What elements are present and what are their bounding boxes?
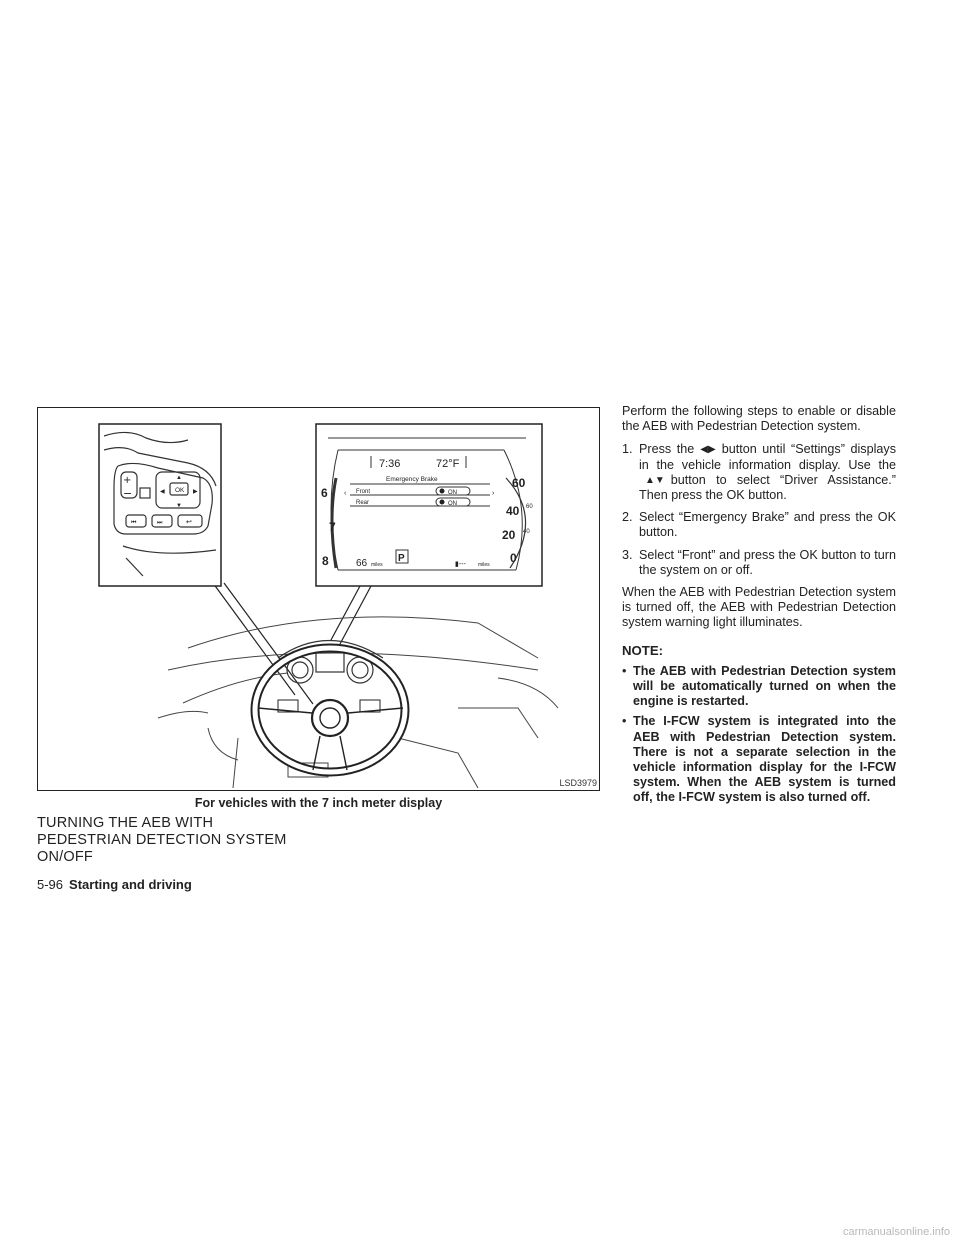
meter-clock: 7:36: [379, 458, 401, 470]
step-text: Select “Emergency Brake” and press the OK button.: [639, 510, 896, 540]
speed-small-40: 40: [523, 529, 530, 535]
step-1: [622, 442, 896, 503]
dashboard-illustration: [38, 408, 601, 792]
step-text: Select “Front” and press the OK button to turn the system on or off.: [639, 547, 896, 577]
svg-text:▮---: ▮---: [455, 561, 466, 568]
step-number: 1.: [622, 442, 633, 457]
svg-text:↩: ↩: [186, 519, 192, 526]
after-paragraph: When the AEB with Pedestrian Detection system is turned off, the AEB with Pedestrian Detection system warning light illuminates.: [622, 585, 896, 630]
speed-40: 40: [506, 504, 520, 518]
step-text: button to select “Driver Assistance.” Then press the OK button.: [639, 472, 896, 503]
svg-text:⏭: ⏭: [157, 520, 163, 526]
speed-20: 20: [502, 528, 516, 542]
section-title-line: PEDESTRIAN DETECTION SYSTEM: [37, 832, 287, 848]
meter-temp: 72°F: [436, 458, 460, 470]
step-text: Press the: [639, 442, 695, 457]
up-down-arrows-icon: ▲▼: [645, 474, 665, 486]
tach-7: 7: [329, 520, 336, 534]
note-bullet: [622, 714, 896, 805]
figure-id: LSD3979: [559, 778, 597, 788]
svg-text:▲: ▲: [176, 475, 182, 481]
page-footer: [37, 877, 192, 892]
svg-text:▼: ▼: [176, 503, 182, 509]
meter-display-inset: [316, 424, 542, 586]
meter-row1-label: Front: [356, 489, 371, 495]
figure-caption: For vehicles with the 7 inch meter display: [194, 796, 443, 810]
bullet-dot: •: [622, 663, 627, 678]
speed-small-60: 60: [526, 504, 533, 510]
meter-menu-title: Emergency Brake: [386, 476, 438, 483]
page-number: 5-96: [37, 877, 64, 892]
step-3: [622, 548, 896, 578]
left-right-arrows-icon: ◀▶: [700, 444, 716, 456]
svg-text:‹: ‹: [344, 490, 347, 497]
steering-wheel: [255, 648, 405, 772]
watermark: carmanualsonline.info: [842, 1226, 950, 1238]
svg-text:›: ›: [492, 490, 495, 497]
ok-label: OK: [175, 487, 185, 494]
step-2: [622, 510, 896, 540]
meter-gear: P: [398, 553, 405, 564]
section-title-line: TURNING THE AEB WITH: [37, 815, 214, 831]
step-number: 3.: [622, 547, 633, 562]
body-column: [622, 404, 896, 811]
steering-switch-inset: [99, 424, 221, 586]
speed-60: 60: [512, 476, 526, 490]
intro-paragraph: Perform the following steps to enable or disable the AEB with Pedestrian Detection system.: [622, 404, 896, 434]
step-text: button until “Settings” displays in the vehicle information display. Use the: [639, 442, 896, 472]
tach-6: 6: [321, 486, 328, 500]
bullet-text: The AEB with Pedestrian Detection system will be automatically turned on when the engine is restarted.: [633, 663, 896, 709]
dashboard-scene: [158, 617, 558, 788]
section-title: [37, 815, 337, 866]
chapter-title: Starting and driving: [69, 877, 192, 892]
svg-text:▶: ▶: [193, 489, 198, 495]
svg-text:◀: ◀: [160, 489, 165, 495]
svg-text:+: +: [123, 475, 132, 486]
step-number: 2.: [622, 510, 633, 525]
note-bullet: [622, 664, 896, 710]
speed-0: 0: [510, 551, 517, 565]
svg-text:−: −: [123, 487, 133, 500]
illustration-figure: [37, 407, 600, 791]
svg-text:⏮: ⏮: [131, 520, 137, 526]
meter-row1-value: ON: [448, 490, 457, 496]
section-title-line: ON/OFF: [37, 849, 93, 865]
note-heading: NOTE:: [622, 642, 664, 658]
tach-8: 8: [322, 554, 329, 568]
meter-row2-label: Rear: [356, 500, 370, 506]
bullet-text: The I-FCW system is integrated into the AEB with Pedestrian Detection system. There is not a separate selection in the vehicle information display for the I-FCW system. When the AEB system is turned off, the I-FCW system is also turned off.: [633, 714, 896, 805]
meter-fuel-unit: miles: [478, 562, 490, 568]
meter-range: 66: [356, 558, 368, 569]
bullet-dot: •: [622, 714, 627, 729]
meter-range-unit: miles: [371, 562, 383, 568]
meter-row2-value: ON: [448, 501, 457, 507]
